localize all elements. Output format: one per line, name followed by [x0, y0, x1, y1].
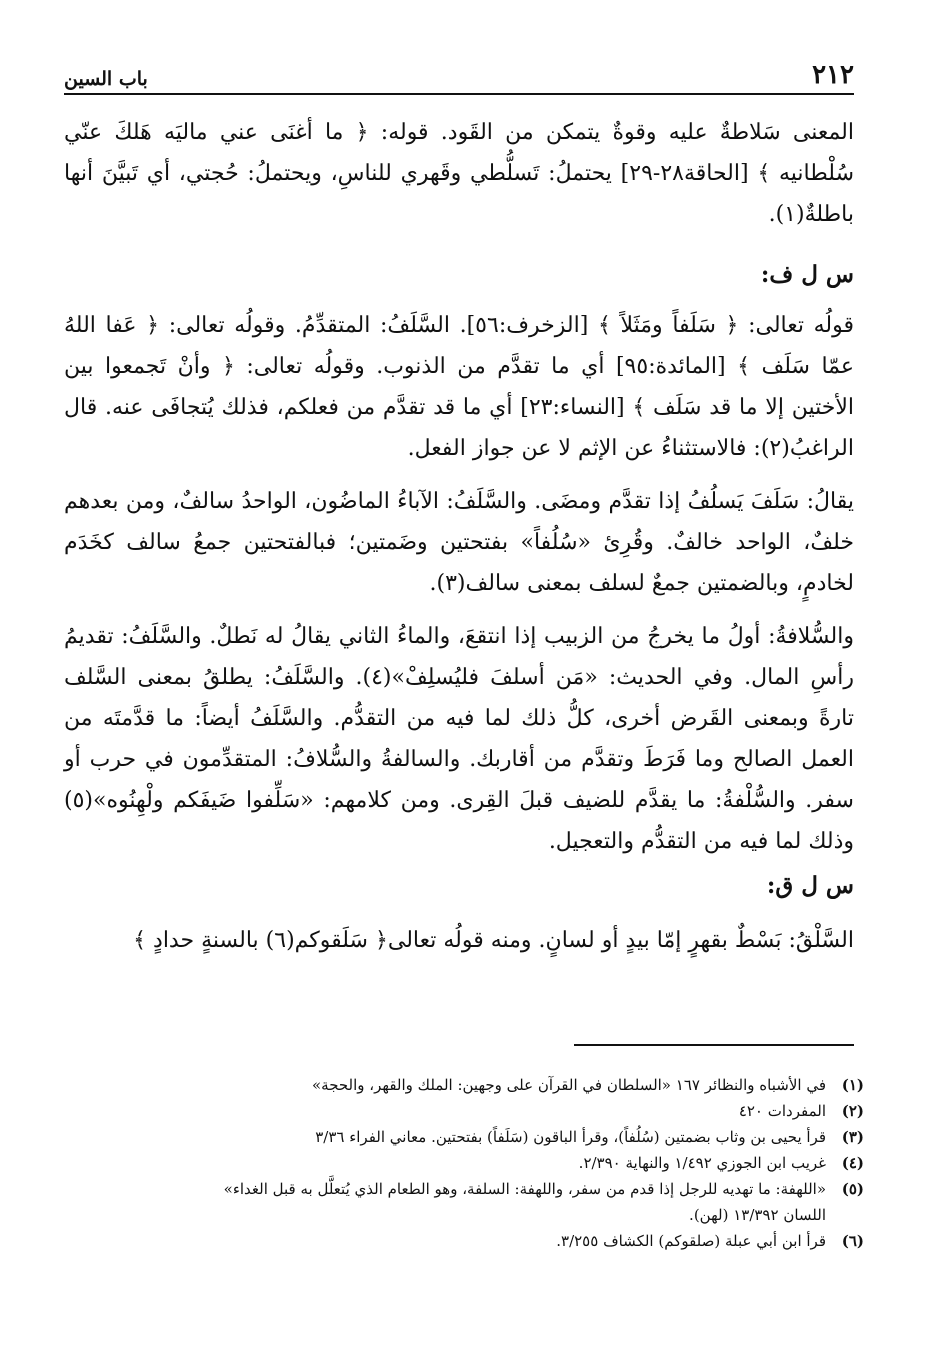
footnote [64, 1124, 864, 1150]
page-number: ٢١٢ [812, 60, 854, 90]
chapter-title: باب السين [64, 68, 148, 90]
paragraph-slf-2: يقالُ: سَلَفَ يَسلُفُ إذا تقدَّم ومضَى. والسَّلَفُ: الآباءُ الماضُون، الواحدُ سالفٌ، ومن بعدهم خلفٌ، الواحد خالفٌ. وقُرِئ «سُلُفاً» بفتحتين وضَمتين؛ فبالفتحتين جمعُ سالف كخَدَم لخادمٍ، وبالضمتين جمعٌ لسلف بمعنى سالف(٣). [64, 489, 854, 596]
footnote-text: قرأ ابن أبي عبلة (صلقوكم) الكشاف ٣/٢٥٥. [556, 1232, 826, 1250]
footnote [64, 1098, 864, 1124]
footnote-number: (٤) [841, 1154, 864, 1172]
footnote [64, 1150, 864, 1176]
footnote-number: (٦) [841, 1232, 864, 1250]
paragraph-slf-3: والسُّلافةُ: أولُ ما يخرجُ من الزبيب إذا انتقعَ، والماءُ الثاني يقالُ له نَطلٌ. والسَّلَفُ: تقديمُ رأسِ المال. وفي الحديث: «مَن أسلفَ فليُسلِفْ»(٤). والسَّلَفُ: يطلقُ بمعنى السَّلف تارةً وبمعنى القَرض أخرى، كلُّ ذلك لما فيه من التقدُّم. والسَّلَفُ أيضاً: ما قدَّمتَه من العمل الصالح وما فَرَطَ وتقدَّم من أقاربك. والسالفةُ والسُّلافُ: المتقدِّمون في حرب أو سفر. والسُّلْفةُ: ما يقدَّم للضيف قبلَ القِرى. ومن كلامهم: «سَلِّفوا ضَيفَكم ولْهِنُوه»(٥) وذلك لما فيه من التقدُّم والتعجيل. [64, 624, 855, 854]
footnotes [64, 1072, 864, 1254]
footnote-number: (٥) [841, 1180, 864, 1198]
footnote-text: في الأشباه والنظائر ١٦٧ «السلطان في القرآن على وجهين: الملك والقهر، والحجة» [311, 1076, 826, 1094]
footnote-number: (٢) [841, 1102, 864, 1120]
footnote-number: (٣) [841, 1128, 864, 1146]
footnote [64, 1176, 864, 1228]
footnote-text: غريب ابن الجوزي ١/٤٩٢ والنهاية ٢/٣٩٠. [578, 1154, 826, 1172]
footnote-text: المفردات ٤٢٠ [738, 1102, 826, 1120]
footnote-text: قرأ يحيى بن وثاب بضمتين (سُلُفاً)، وقرأ الباقون (سَلَفاً) بفتحتين. معاني الفراء ٣/٣٦ [315, 1128, 826, 1146]
footnote-number: (١) [841, 1076, 864, 1094]
footnote-continuation: اللسان ١٣/٣٩٢ (لهن). [689, 1206, 826, 1224]
paragraph-slf-1: قولُه تعالى: ﴿ سَلَفاً ومَثَلاً ﴾ [الزخرف:٥٦]. السَّلَفُ: المتقدِّمُ. وقولُه تعالى: ﴿ عَفا اللهُ عمّا سَلَف ﴾ [المائدة:٩٥] أي ما تقدَّم من الذنوب. وقولُه تعالى: ﴿ وأنْ تَجمعوا بين الأختين إلا ما قد سَلَف ﴾ [النساء:٢٣] أي ما قد تقدَّم من فعلكم، فذلك يُتجافَى عنه. قال الراغبُ(٢): فالاستثناءُ عن الإثم لا عن جواز الفعل. [64, 313, 854, 461]
intro-paragraph: المعنى سَلاطةٌ عليه وقوةٌ يتمكن من القَود. قوله: ﴿ ما أغنَى عني ماليَه هَلكَ عنّي سُلْطانيه ﴾ [الحاقة٢٨-٢٩] يحتملُ: تَسلُّطي وقَهري للناسِ، ويحتملُ: حُجتي، أي تَبيَّنَ أنها باطلةٌ(١). [64, 120, 854, 227]
footnote [64, 1072, 864, 1098]
main-text [64, 112, 854, 961]
footnote [64, 1228, 864, 1254]
footnote-text: «اللهفة: ما تهديه للرجل إذا قدم من سفر، واللهفة: السلفة، وهو الطعام الذي يُتعلَّل به قبل الغداء» [223, 1180, 826, 1198]
section-heading-slq: س ل ق: [766, 872, 854, 899]
page-header [64, 56, 854, 90]
footnote-separator [574, 1044, 854, 1046]
header-rule [64, 93, 854, 95]
footnote-body [64, 1176, 826, 1228]
paragraph-slq-1: السَّلْقُ: بَسْطٌ بقهرٍ إمّا بيدٍ أو لسانٍ. ومنه قولُه تعالى﴿ سَلَقوكم(٦) بالسنةٍ حدادٍ ﴾ [133, 928, 854, 953]
section-heading-slf: س ل ف: [760, 261, 854, 288]
